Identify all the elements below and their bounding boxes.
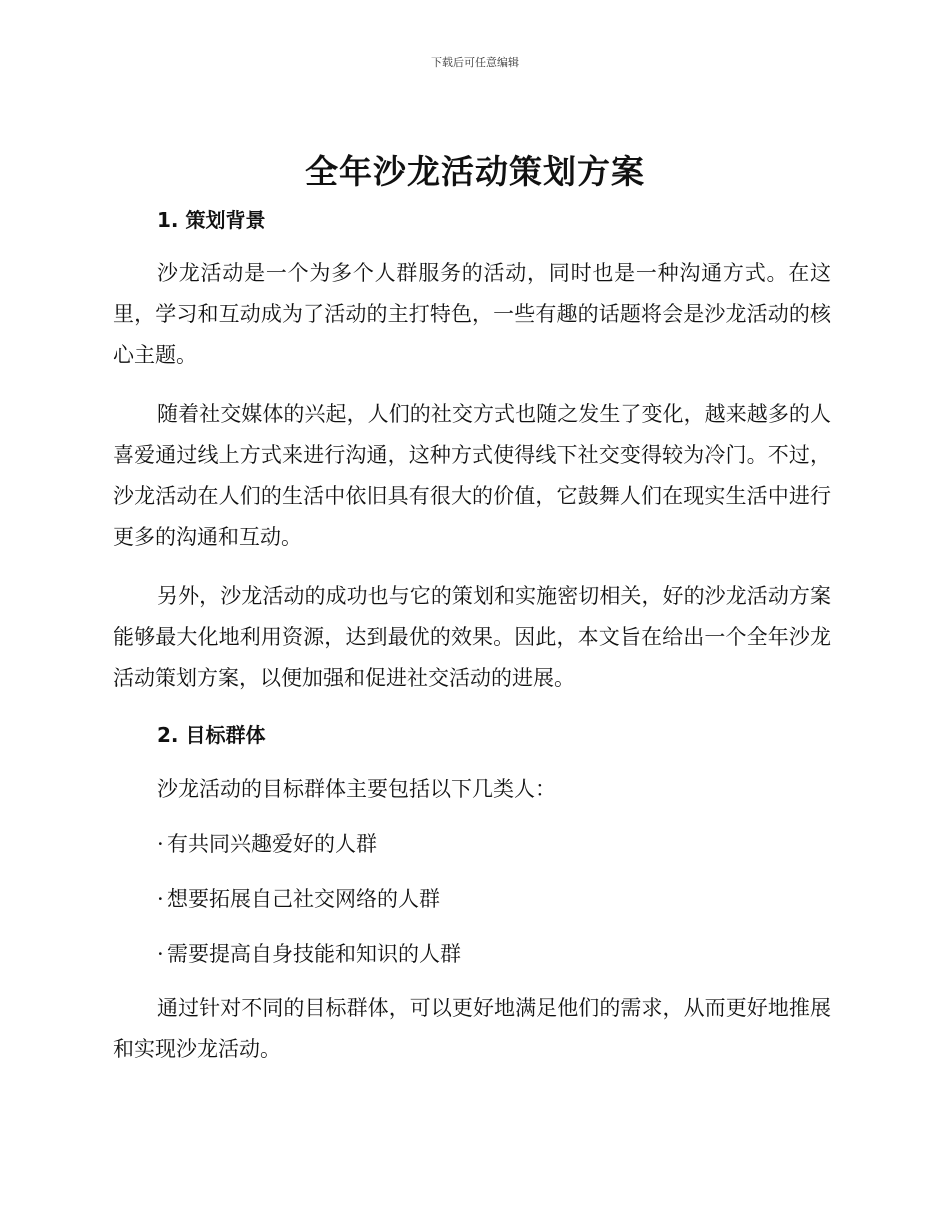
- document-title: 全年沙龙活动策划方案: [305, 152, 645, 191]
- paragraph-target-closing: 通过针对不同的目标群体，可以更好地满足他们的需求，从而更好地推展和实现沙龙活动。: [113, 996, 831, 1061]
- list-item: [157, 939, 461, 969]
- paragraph-target-intro: 沙龙活动的目标群体主要包括以下几类人：: [157, 777, 556, 801]
- paragraph-background-2: 随着社交媒体的兴起，人们的社交方式也随之发生了变化，越来越多的人喜爱通过线上方式来进行沟通，这种方式使得线下社交变得较为冷门。不过，沙龙活动在人们的生活中依旧具有很大的价值，它鼓舞人们在现实生活中进行更多的沟通和互动。: [113, 402, 831, 549]
- paragraph-background-1: 沙龙活动是一个为多个人群服务的活动，同时也是一种沟通方式。在这里，学习和互动成为了活动的主打特色，一些有趣的话题将会是沙龙活动的核心主题。: [113, 261, 831, 367]
- page-header: 下载后可任意编辑: [431, 56, 519, 69]
- list-item-text: 有共同兴趣爱好的人群: [167, 832, 377, 856]
- list-item-text: 想要拓展自己社交网络的人群: [167, 887, 440, 911]
- bullet-dot: ·: [157, 942, 164, 966]
- list-item: [157, 884, 440, 914]
- list-item-text: 需要提高自身技能和知识的人群: [167, 942, 461, 966]
- bullet-dot: ·: [157, 832, 164, 856]
- list-item: [157, 829, 377, 859]
- bullet-dot: ·: [157, 887, 164, 911]
- section-heading-background: 1. 策划背景: [157, 208, 266, 232]
- paragraph-background-3: 另外，沙龙活动的成功也与它的策划和实施密切相关，好的沙龙活动方案能够最大化地利用资源，达到最优的效果。因此，本文旨在给出一个全年沙龙活动策划方案，以便加强和促进社交活动的进展。: [113, 584, 831, 690]
- section-heading-target-group: 2. 目标群体: [157, 723, 266, 747]
